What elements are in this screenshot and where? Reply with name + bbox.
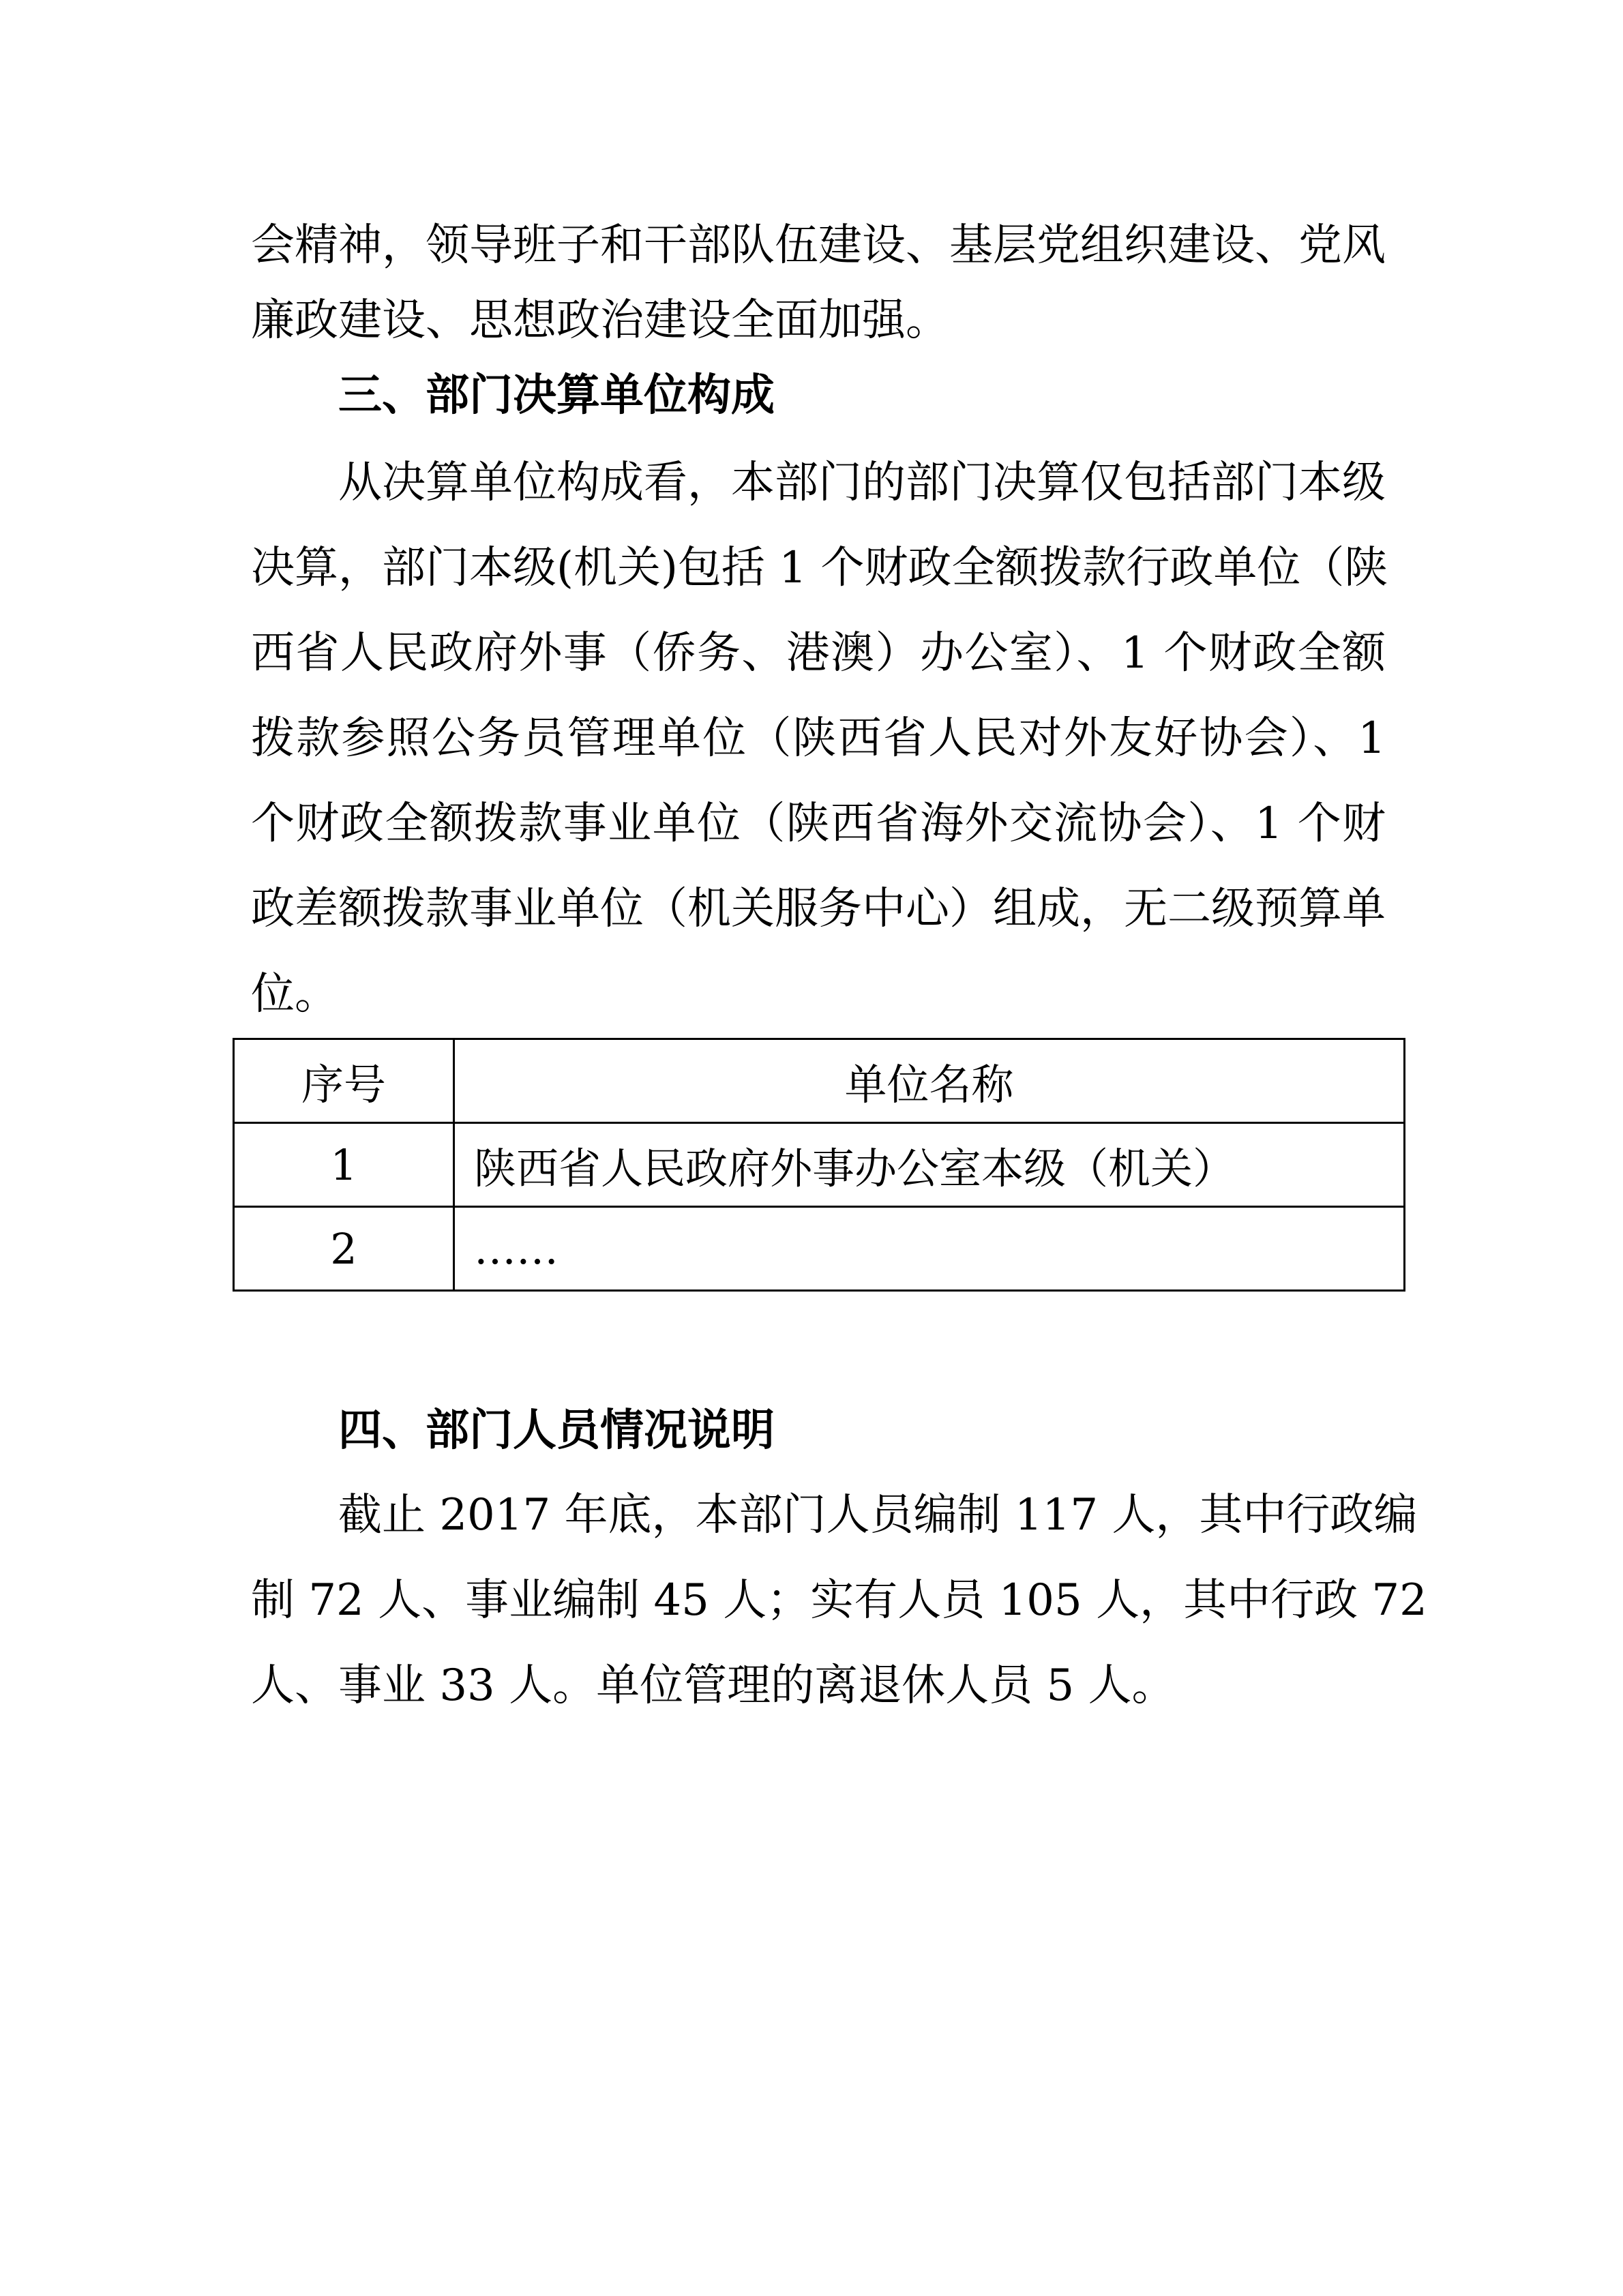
table-header-cell: 序号 (234, 1039, 454, 1123)
paragraph-line: 廉政建设、思想政治建设全面加强。 (251, 295, 949, 346)
table-row (234, 1207, 1405, 1291)
section-heading: 三、部门决算单位构成 (338, 370, 775, 421)
paragraph-line: 决算，部门本级(机关)包括 1 个财政全额拨款行政单位（陕 (251, 543, 1388, 593)
paragraph-line: 从决算单位构成看，本部门的部门决算仅包括部门本级 (338, 458, 1386, 508)
unit-table (233, 1038, 1405, 1292)
table-cell-no: 1 (234, 1123, 454, 1207)
paragraph-line: 会精神，领导班子和干部队伍建设、基层党组织建设、党风 (251, 220, 1386, 271)
paragraph-line: 西省人民政府外事（侨务、港澳）办公室）、1 个财政全额 (251, 628, 1386, 679)
section-heading: 四、部门人员情况说明 (338, 1405, 775, 1456)
paragraph-line: 截止 2017 年底，本部门人员编制 117 人，其中行政编 (338, 1490, 1418, 1540)
table-cell-no: 2 (234, 1207, 454, 1291)
table-cell-name: 陕西省人民政府外事办公室本级（机关） (454, 1123, 1405, 1207)
table-header-cell: 单位名称 (454, 1039, 1405, 1123)
table-row (234, 1123, 1405, 1207)
paragraph-line: 个财政全额拨款事业单位（陕西省海外交流协会）、1 个财 (251, 799, 1386, 849)
paragraph-line: 人、事业 33 人。单位管理的离退休人员 5 人。 (251, 1660, 1176, 1711)
paragraph-line: 政差额拨款事业单位（机关服务中心）组成，无二级预算单 (251, 884, 1386, 934)
paragraph-line: 位。 (251, 969, 338, 1019)
paragraph-line: 拨款参照公务员管理单位（陕西省人民对外友好协会）、1 (251, 713, 1386, 764)
paragraph-line: 制 72 人、事业编制 45 人；实有人员 105 人，其中行政 72 (251, 1575, 1427, 1626)
table-header-row (234, 1039, 1405, 1123)
table-cell-name: …… (454, 1207, 1405, 1291)
